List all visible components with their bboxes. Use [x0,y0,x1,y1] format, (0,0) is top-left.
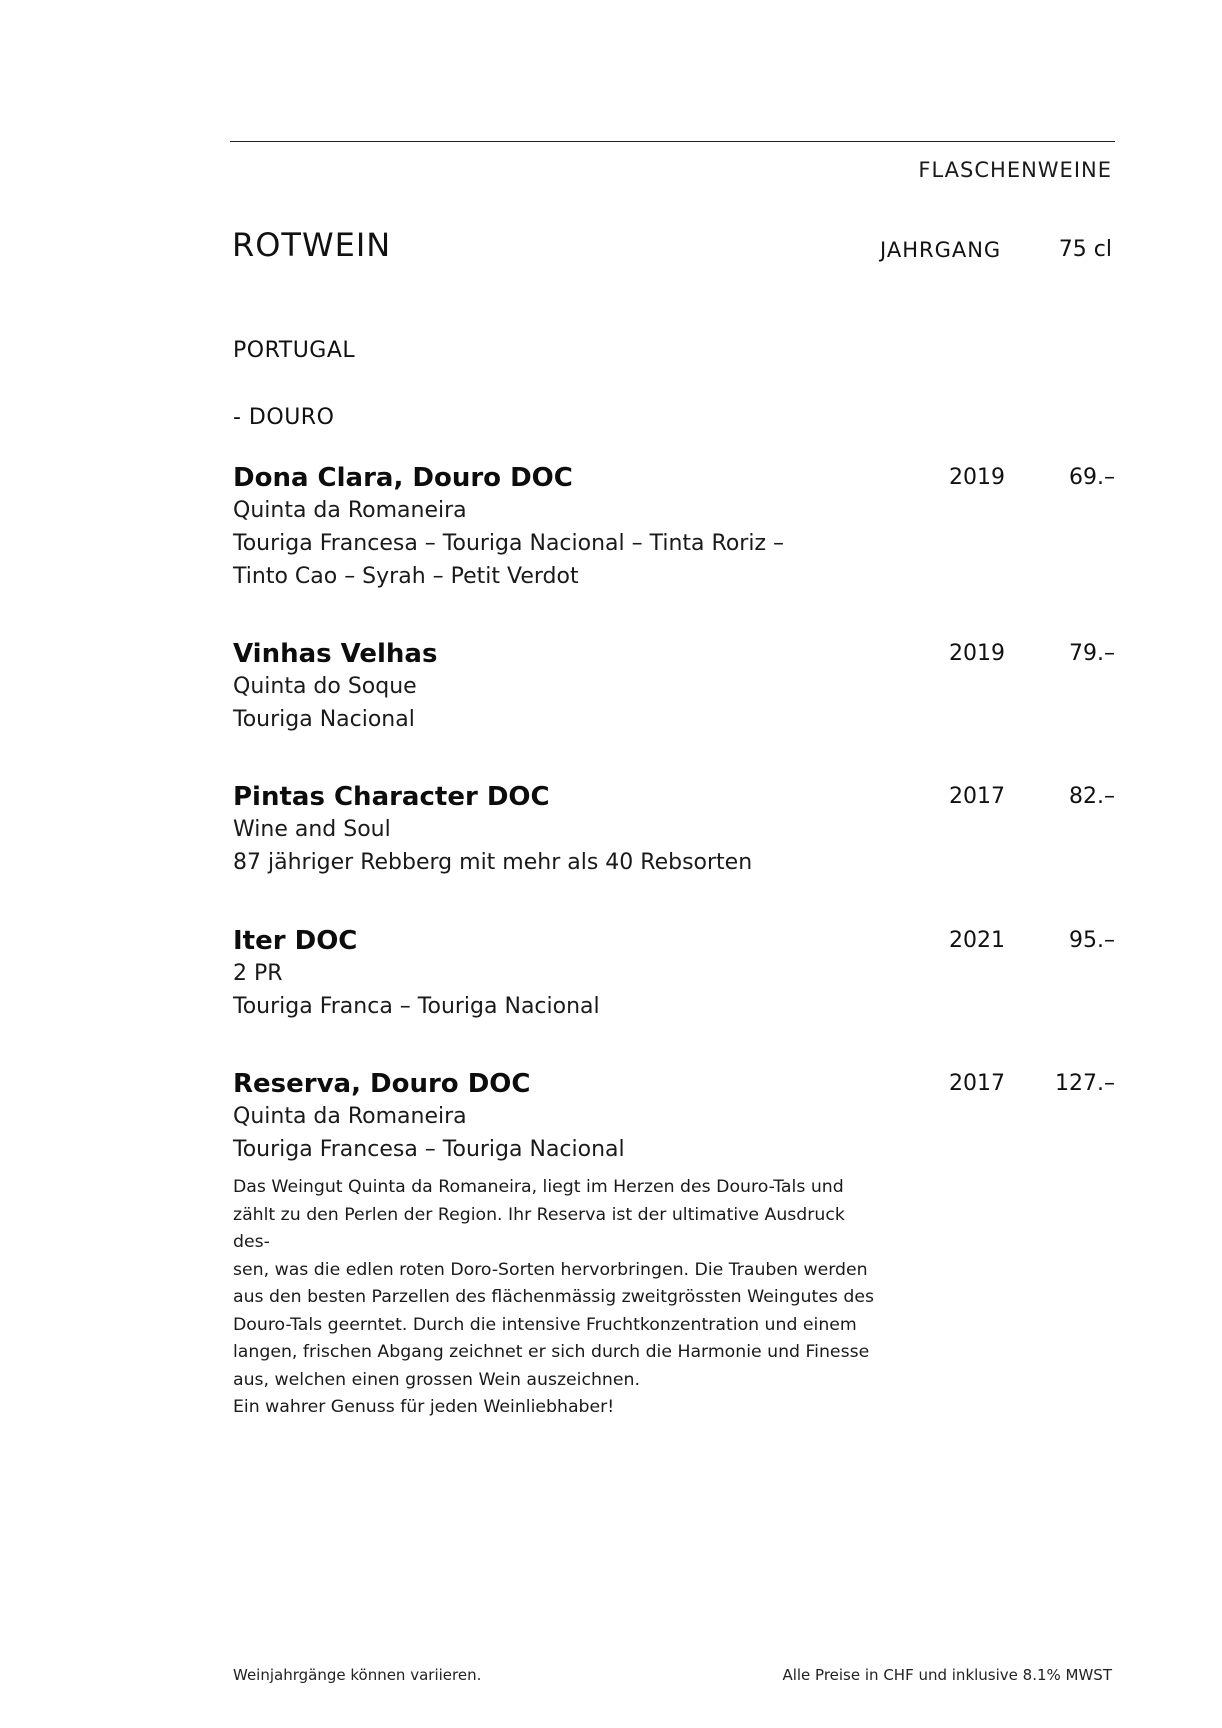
description-line: zählt zu den Perlen der Region. Ihr Reserva ist der ultimative Ausdruck des- [233,1204,845,1252]
description-line: Douro-Tals geerntet. Durch die intensive Fruchtkonzentration und einem [233,1314,857,1335]
wine-description [233,1174,883,1422]
description-line: aus, welchen einen grossen Wein auszeichnen. [233,1369,640,1390]
wine-price: 79.– [1069,641,1115,666]
wine-name: Pintas Character DOC [233,782,550,812]
wine-vintage: 2017 [949,1071,1005,1096]
wine-name: Reserva, Douro DOC [233,1069,531,1099]
wine-grapes: Tinto Cao – Syrah – Petit Verdot [233,564,579,589]
description-line: aus den besten Parzellen des flächenmässig zweitgrössten Weingutes des [233,1287,875,1307]
wine-price: 127.– [1055,1071,1115,1096]
region-heading: - DOURO [233,405,335,430]
footer-vintage-note: Weinjahrgänge können variieren. [233,1666,482,1684]
wine-name: Vinhas Velhas [233,639,438,669]
wine-entry [233,781,1115,879]
wine-name: Iter DOC [233,926,358,956]
wine-entry [233,925,1115,1023]
wine-vintage: 2019 [949,465,1005,490]
wine-vintage: 2017 [949,784,1005,809]
wine-grapes: Touriga Francesa – Touriga Nacional [233,1137,625,1162]
wine-note: 87 jähriger Rebberg mit mehr als 40 Rebsorten [233,850,753,875]
wine-price: 82.– [1069,784,1115,809]
wine-producer: 2 PR [233,961,283,986]
wine-price: 69.– [1069,465,1115,490]
description-line: Ein wahrer Genuss für jeden Weinliebhaber! [233,1397,615,1417]
wine-name: Dona Clara, Douro DOC [233,463,573,493]
wine-entry [233,462,1115,593]
column-header-size: 75 cl [1058,237,1112,262]
wine-vintage: 2021 [949,928,1005,953]
wine-grapes: Touriga Francesa – Touriga Nacional – Tinta Roriz – [233,531,784,556]
wine-entry [233,1068,1115,1422]
wine-producer: Wine and Soul [233,817,391,842]
wine-producer: Quinta do Soque [233,674,417,699]
country-heading: PORTUGAL [233,338,356,363]
description-line: langen, frischen Abgang zeichnet er sich durch die Harmonie und Finesse [233,1342,870,1362]
wine-vintage: 2019 [949,641,1005,666]
footer-price-note: Alle Preise in CHF und inklusive 8.1% MWST [782,1666,1112,1684]
wine-price: 95.– [1069,928,1115,953]
wine-entry [233,638,1115,736]
header-divider [230,141,1115,142]
wine-grapes: Touriga Franca – Touriga Nacional [233,994,600,1019]
section-label: FLASCHENWEINE [918,158,1112,182]
description-line: sen, was die edlen roten Doro-Sorten hervorbringen. Die Trauben werden [233,1259,868,1280]
page-title: ROTWEIN [232,226,392,264]
wine-grapes: Touriga Nacional [233,707,415,732]
wine-producer: Quinta da Romaneira [233,1104,467,1129]
wine-producer: Quinta da Romaneira [233,498,467,523]
column-header-vintage: JAHRGANG [880,238,1002,262]
description-line: Das Weingut Quinta da Romaneira, liegt im Herzen des Douro-Tals und [233,1177,844,1197]
